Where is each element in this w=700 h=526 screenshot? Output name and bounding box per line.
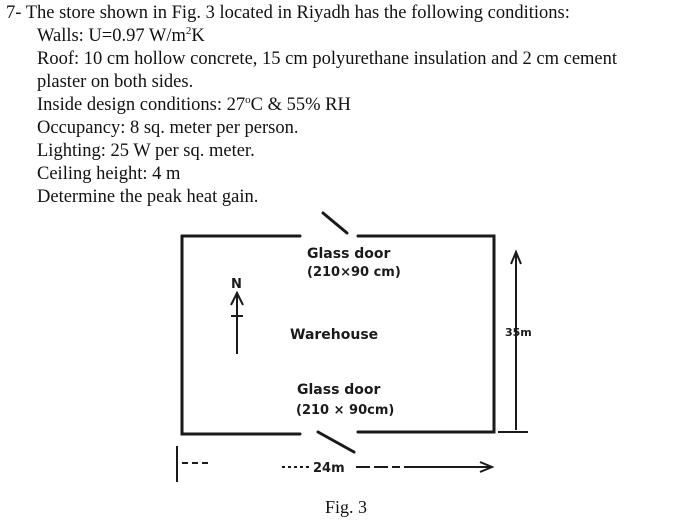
figure-caption: Fig. 3 (325, 497, 368, 517)
door-bottom-label-line1: Glass door (297, 382, 381, 398)
north-arrow (231, 292, 243, 354)
depth-dimension (498, 252, 528, 432)
problem-number: 7- (6, 3, 22, 23)
task-line: Determine the peak heat gain. (37, 187, 259, 207)
walls-line: Walls: U=0.97 $W/m^2K$ (37, 25, 205, 46)
door-top-label-line1: Glass door (307, 246, 391, 262)
inside-conditions-line: Inside design conditions: 27$^o$C & 55% RH (37, 94, 351, 115)
door-bottom-swing (318, 432, 354, 452)
room-label: Warehouse (290, 327, 379, 343)
ceiling-line: Ceiling height: 4 m (37, 164, 181, 184)
roof-line-1: Roof: 10 cm hollow concrete, 15 cm polyurethane insulation and 2 cm cement (37, 49, 618, 69)
door-top-label-line2: (210×90 cm) (307, 265, 401, 280)
problem-intro: The store shown in Fig. 3 located in Riyadh has the following conditions: (25, 3, 570, 23)
door-top-swing (323, 213, 347, 233)
lighting-line: Lighting: 25 W per sq. meter. (37, 141, 255, 161)
depth-label: 35m (505, 326, 532, 339)
north-label: N (231, 277, 242, 292)
roof-line-2: plaster on both sides. (37, 72, 194, 92)
width-label: 24m (313, 461, 345, 476)
occupancy-line: Occupancy: 8 sq. meter per person. (37, 118, 299, 138)
wall-left-bottom (182, 236, 300, 434)
door-bottom-label-line2: (210 × 90cm) (296, 403, 395, 418)
